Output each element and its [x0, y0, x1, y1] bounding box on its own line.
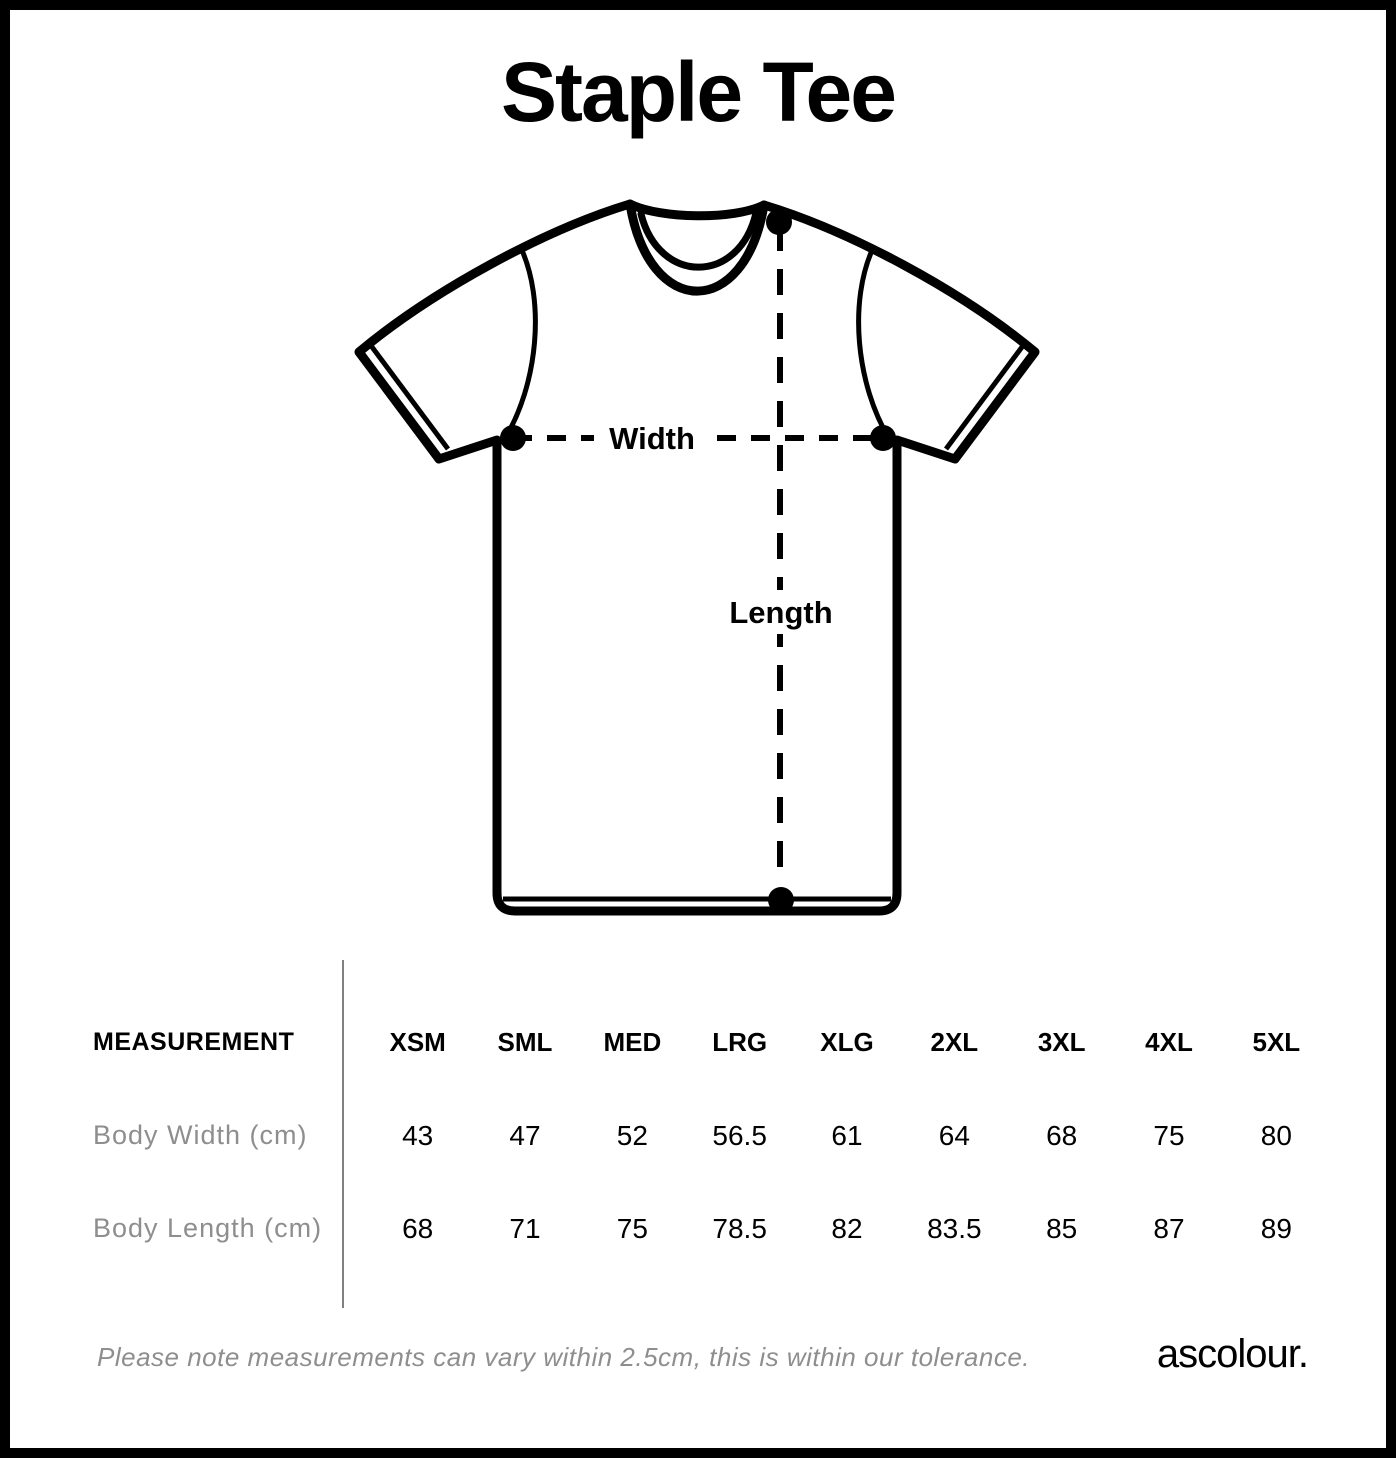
body-width-value-3xl: 68 — [1046, 1119, 1078, 1151]
body-length-value-med: 75 — [616, 1212, 648, 1244]
column-header-measurement: MEASUREMENT — [93, 1028, 295, 1056]
left-armpit-marker — [500, 425, 526, 451]
body-width-value-xlg: 61 — [831, 1119, 863, 1151]
column-header-xsm: XSM — [389, 1027, 446, 1057]
width-dimension-label: Width — [609, 421, 695, 456]
body-width-value-2xl: 64 — [938, 1119, 970, 1151]
page-title: Staple Tee — [501, 45, 895, 139]
bottom-hem-marker — [768, 887, 794, 913]
column-header-3xl: 3XL — [1037, 1027, 1086, 1057]
column-header-5xl: 5XL — [1252, 1027, 1301, 1057]
column-header-2xl: 2XL — [930, 1027, 979, 1057]
shoulder-point-marker — [766, 209, 792, 235]
body-width-value-4xl: 75 — [1153, 1119, 1185, 1151]
body-length-value-5xl: 89 — [1260, 1212, 1292, 1244]
right-armpit-marker — [870, 425, 896, 451]
body-width-value-lrg: 56.5 — [712, 1119, 767, 1151]
body-width-value-sml: 47 — [509, 1119, 541, 1151]
body-length-value-4xl: 87 — [1153, 1212, 1185, 1244]
body-width-value-med: 52 — [616, 1119, 648, 1151]
brand-logo: ascolour. — [1156, 1332, 1308, 1376]
body-width-value-xsm: 43 — [402, 1119, 434, 1151]
column-header-xlg: XLG — [820, 1027, 874, 1057]
body-length-value-sml: 71 — [509, 1212, 541, 1244]
column-header-sml: SML — [497, 1027, 553, 1057]
body-length-value-lrg: 78.5 — [712, 1212, 767, 1244]
tshirt-diagram — [330, 185, 1070, 925]
tshirt-outline — [359, 204, 1035, 911]
body-width-value-5xl: 80 — [1260, 1119, 1292, 1151]
body-length-value-3xl: 85 — [1046, 1212, 1078, 1244]
column-header-lrg: LRG — [712, 1027, 768, 1057]
body-length-value-xsm: 68 — [402, 1212, 434, 1244]
tolerance-note: Please note measurements can vary within 2.5cm, this is within our tolerance. — [97, 1342, 1031, 1372]
column-header-4xl: 4XL — [1145, 1027, 1193, 1057]
size-table — [60, 996, 1330, 1275]
body-length-value-xlg: 82 — [831, 1212, 863, 1244]
body-length-value-2xl: 83.5 — [927, 1212, 982, 1244]
row-label-body-width: Body Width (cm) — [93, 1120, 308, 1150]
length-dimension-label: Length — [729, 595, 833, 630]
row-label-body-length: Body Length (cm) — [93, 1213, 323, 1243]
column-header-med: MED — [603, 1027, 662, 1057]
